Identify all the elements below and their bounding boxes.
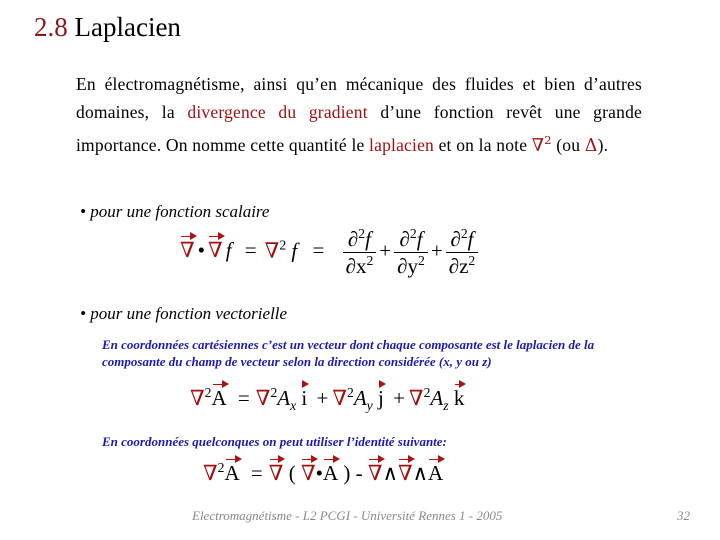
highlight-laplacien: laplacien [369, 134, 435, 155]
bullet-scalar: • pour une fonction scalaire [80, 202, 270, 221]
page-number: 32 [677, 508, 690, 523]
equation-scalar-laplacian: ∇ • ∇ f = ∇$^2$ f = $\frac{\partial^2f}{\partial x^2}$ + $\frac{\partial^2f}{\partial y^2}$ + $\frac{\partial^2f}{\partial z^2}$ [180, 226, 481, 279]
nabla-squared-symbol: ∇$^2$ [531, 133, 552, 156]
slide-title [34, 12, 181, 43]
intro-text-2: d’une fonction revêt une grande importance. On nomme cette quantité le [76, 102, 642, 155]
equation-vector-laplacian-identity: ∇$^2$A = ∇ ( ∇•A ) - ∇∧∇∧A [203, 460, 444, 485]
bullet-vector: • pour une fonction vectorielle [80, 304, 288, 323]
intro-text-4: (ou [551, 134, 585, 155]
section-title: Laplacien [74, 12, 181, 42]
intro-paragraph [76, 70, 642, 160]
section-number: 2.8 [34, 12, 68, 42]
intro-text-5: ). [597, 134, 609, 155]
delta-symbol: Δ [584, 135, 598, 156]
note-general-coordinates: En coordonnées quelconques on peut utiliser l’identité suivante: [102, 434, 447, 449]
highlight-divergence-gradient: divergence du gradient [187, 102, 368, 122]
footer: Electromagnétisme - L2 PCGI - Université Rennes 1 - 2005 [192, 508, 503, 523]
note-cartesian: En coordonnées cartésiennes c’est un vecteur dont chaque composante est le laplacien de la composante du champ de vecteur selon la direction considérée (x, y ou z) [102, 337, 595, 369]
intro-text-3: et on la note [434, 134, 532, 155]
intro-text-1: En électromagnétisme, ainsi qu’en mécanique des fluides et bien d’autres domaines, la [76, 74, 642, 122]
equation-vector-laplacian-cartesian: $\nabla^2A = \nabla^2A_x$ $i + \nabla^2A_y$ $j + \nabla^2A_z$ k [190, 385, 465, 414]
